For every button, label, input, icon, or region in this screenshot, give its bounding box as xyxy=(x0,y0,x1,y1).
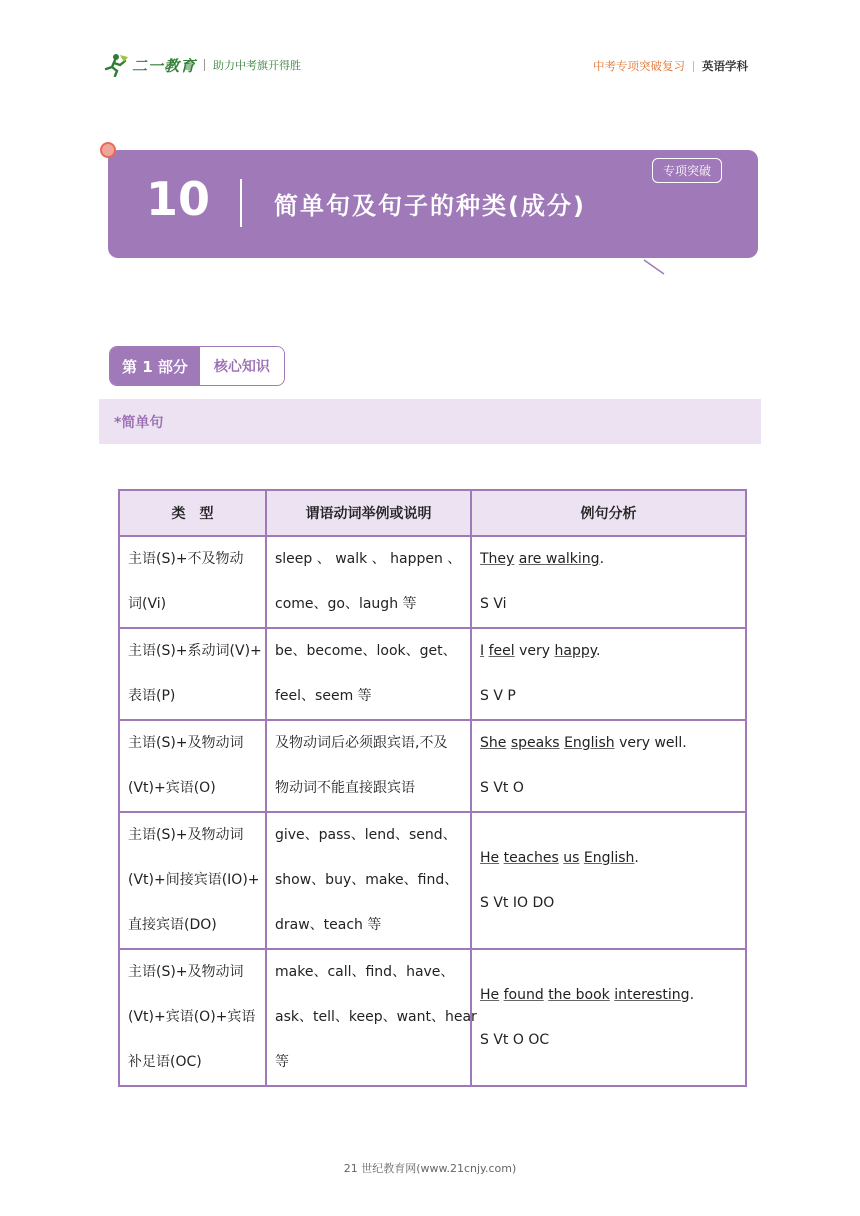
verb-word: found xyxy=(503,986,544,1003)
type-cell xyxy=(119,536,266,628)
table-row xyxy=(119,536,746,628)
complement-word: interesting xyxy=(614,986,690,1003)
type-line: 表语(P) xyxy=(128,688,176,704)
type-cell xyxy=(119,949,266,1086)
table-row xyxy=(119,628,746,720)
table-row xyxy=(119,949,746,1086)
verb-line: be、become、look、get、 xyxy=(275,643,457,659)
verb-line: give、pass、lend、send、 xyxy=(275,827,457,843)
punct: . xyxy=(596,643,601,659)
verb-cell xyxy=(266,720,471,812)
section-header xyxy=(99,399,761,444)
chapter-title: 简单句及句子的种类(成分) xyxy=(274,192,586,220)
verb-line: make、call、find、have、 xyxy=(275,964,455,980)
type-line: 主语(S)+及物动词 xyxy=(128,964,244,980)
subject-label: 英语学科 xyxy=(702,59,748,73)
example-cell xyxy=(471,720,746,812)
part-name: 核心知识 xyxy=(200,347,284,385)
verb-word: teaches xyxy=(503,849,559,866)
type-line: (Vt)+宾语(O) xyxy=(128,780,216,796)
verb-line: 等 xyxy=(275,1054,289,1070)
type-line: (Vt)+间接宾语(IO)+ xyxy=(128,872,260,888)
example-sentence xyxy=(480,629,737,674)
adverb-word: very well. xyxy=(619,735,687,751)
type-line: 主语(S)+系动词(V)+ xyxy=(128,643,262,659)
punct: . xyxy=(634,849,639,866)
direct-object-word: English xyxy=(583,849,635,866)
type-cell xyxy=(119,812,266,949)
type-line: 直接宾语(DO) xyxy=(128,917,217,933)
table-header-row xyxy=(119,490,746,536)
type-line: 主语(S)+不及物动 xyxy=(128,551,244,567)
table-row xyxy=(119,720,746,812)
object-word: English xyxy=(564,735,615,751)
type-line: 补足语(OC) xyxy=(128,1054,202,1070)
punct: . xyxy=(689,986,695,1003)
verb-line: ask、tell、keep、want、hear xyxy=(275,1009,477,1025)
section-title: *简单句 xyxy=(114,415,164,431)
slogan: 助力中考旗开得胜 xyxy=(213,59,302,72)
verb-line: feel、seem 等 xyxy=(275,688,372,704)
part-label xyxy=(109,346,285,386)
verb-cell xyxy=(266,628,471,720)
adverb-word: very xyxy=(519,643,551,659)
punct: . xyxy=(599,551,605,567)
verb-cell xyxy=(266,812,471,949)
verb-line: 物动词不能直接跟宾语 xyxy=(275,780,415,796)
type-cell xyxy=(119,720,266,812)
example-cell xyxy=(471,812,746,949)
column-header: 例句分析 xyxy=(471,490,746,536)
sentence-type-table xyxy=(118,489,747,1087)
verb-word: are walking xyxy=(518,551,600,567)
indirect-object-word: us xyxy=(563,849,580,866)
verb-line: draw、teach 等 xyxy=(275,917,382,933)
topic-tag: 专项突破 xyxy=(652,158,722,183)
part-number: 第 1 部分 xyxy=(110,347,200,385)
header-right xyxy=(593,58,748,74)
example-sentence xyxy=(480,836,737,881)
verb-cell xyxy=(266,536,471,628)
verb-word: feel xyxy=(488,643,515,659)
analysis-line: S Vt IO DO xyxy=(480,894,555,911)
example-cell xyxy=(471,536,746,628)
header-divider xyxy=(204,59,205,71)
page-footer: 21 世纪教育网(www.21cnjy.com) xyxy=(343,1162,517,1175)
header-separator xyxy=(693,61,694,72)
subject-word: He xyxy=(480,849,500,866)
type-cell xyxy=(119,628,266,720)
banner-dot-decoration xyxy=(100,142,116,158)
verb-line: show、buy、make、find、 xyxy=(275,872,459,888)
subject-word: She xyxy=(480,735,507,751)
example-cell xyxy=(471,628,746,720)
table-row xyxy=(119,812,746,949)
type-line: 主语(S)+及物动词 xyxy=(128,735,244,751)
column-header: 类 型 xyxy=(119,490,266,536)
verb-line: come、go、laugh 等 xyxy=(275,596,417,612)
course-title: 中考专项突破复习 xyxy=(593,59,685,73)
analysis-line: S V P xyxy=(480,688,516,704)
example-sentence xyxy=(480,537,737,582)
banner-line-decoration xyxy=(640,258,670,278)
column-header: 谓语动词举例或说明 xyxy=(266,490,471,536)
predicative-word: happy xyxy=(554,643,597,659)
banner-divider xyxy=(240,179,242,227)
verb-line: sleep 、 walk 、 happen 、 xyxy=(275,551,462,567)
subject-word: He xyxy=(480,986,500,1003)
chapter-banner xyxy=(108,150,758,258)
verb-cell xyxy=(266,949,477,1086)
page-header xyxy=(0,48,860,88)
chapter-number: 10 xyxy=(146,172,211,226)
analysis-line: S Vi xyxy=(480,596,507,612)
analysis-line: S Vt O OC xyxy=(480,1031,550,1048)
example-sentence xyxy=(480,721,737,766)
subject-word: They xyxy=(480,551,515,567)
logo xyxy=(102,52,301,78)
example-sentence xyxy=(480,973,737,1018)
analysis-line: S Vt O xyxy=(480,780,524,796)
runner-icon xyxy=(102,53,130,77)
object-word: the book xyxy=(548,986,610,1003)
example-cell xyxy=(471,949,746,1086)
verb-line: 及物动词后必须跟宾语,不及 xyxy=(275,735,448,751)
type-line: 主语(S)+及物动词 xyxy=(128,827,244,843)
verb-word: speaks xyxy=(510,735,560,751)
type-line: 词(Vi) xyxy=(128,596,167,612)
subject-word: I xyxy=(480,643,485,659)
type-line: (Vt)+宾语(O)+宾语 xyxy=(128,1009,256,1025)
logo-text: 二一教育 xyxy=(132,56,197,75)
